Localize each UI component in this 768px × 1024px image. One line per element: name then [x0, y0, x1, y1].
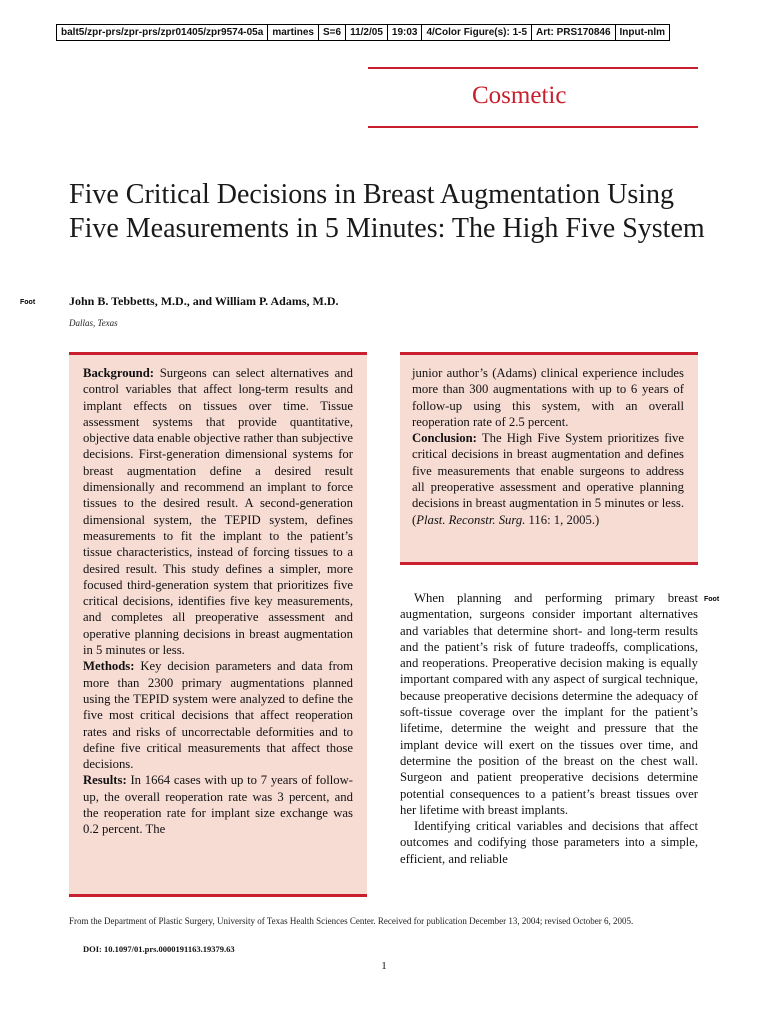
body-paragraph: Identifying critical variables and decisions that affect outcomes and codifying those parameters into a simple, efficient, and reliable	[400, 819, 698, 866]
citation-journal: Plast. Reconstr. Surg.	[416, 512, 526, 527]
header-cell: 4/Color Figure(s): 1-5	[422, 25, 532, 40]
article-title: Five Critical Decisions in Breast Augmentation Using Five Measurements in 5 Minutes: The High Five System	[69, 179, 705, 244]
results-label: Results:	[83, 773, 127, 788]
authors: John B. Tebbetts, M.D., and William P. Adams, M.D.	[69, 294, 339, 308]
header-cell: 19:03	[388, 25, 423, 40]
header-cell: Art: PRS170846	[532, 25, 615, 40]
production-header-strip	[56, 24, 670, 41]
section-rule-top	[368, 67, 698, 69]
citation-rest: 116: 1, 2005.)	[528, 512, 600, 527]
body-column	[400, 590, 698, 867]
methods-text: Key decision parameters and data from more than 2300 primary augmentations planned using the TEPID system were analyzed to define the five most critical decisions that affect reoperation rates and risks of uncorrectable deformities and to define five critical measurements that affect those decisions.	[83, 659, 354, 772]
header-cell: 11/2/05	[346, 25, 388, 40]
conclusion-label: Conclusion:	[412, 431, 477, 446]
page-number: 1	[381, 960, 387, 972]
margin-note-right: Foot	[704, 596, 720, 603]
affiliation: Dallas, Texas	[69, 318, 118, 328]
header-cell: martines	[268, 25, 319, 40]
margin-note-left: Foot	[20, 299, 36, 306]
results-text: In 1664 cases with up to 7 years of follow-up, the overall reoperation rate was 3 percent, and the reoperation rate for implant size exchange was 0.2 percent. The	[83, 773, 354, 837]
background-text: Surgeons can select alternatives and control variables that affect long-term results and implant effects on tissues over time. Tissue assessment systems that provide quantitative, objective data enable objective rather than subjective decisions. First-generation dimensional systems for breast augmentation define a desired result dimensionally and recommend an implant to force tissues to the desired result. A second-generation dimensional system, the TEPID system, defines measurements to fit the implant to the patient’s tissue characteristics, instead of forcing tissues to a desired result. This study defines a simpler, more focused third-generation system that prioritizes five critical decisions, identifies five key measurements, and completes all preoperative assessment and operative planning decisions in breast augmentation in 5 minutes or less.	[83, 366, 353, 658]
header-cell: Input-nlm	[619, 27, 666, 38]
conclusion-text: The High Five System prioritizes five critical decisions in breast augmentation and defines five measurements that enable surgeons to address all preoperative assessment and operative planning decisions in breast augmentation in 5 minutes or less.	[412, 431, 684, 511]
section-label: Cosmetic	[472, 82, 567, 109]
abstract-box-left	[69, 352, 367, 897]
results-text-continued: junior author’s (Adams) clinical experience includes more than 300 augmentations with up to 6 years of follow-up using this system, with an overall reoperation rate of 2.5 percent.	[412, 366, 684, 429]
background-label: Background:	[83, 366, 154, 380]
abstract-text-right: junior author’s (Adams) clinical experience includes more than 300 augmentations with up to 6 years of follow-up using this system, with an overall reoperation rate of 2.5 percent. Conclusion: The High Five System prioritizes five critical decisions in breast augmentation and defines five measurements that enable surgeons to address all preoperative assessment and operative planning decisions in breast augmentation in 5 minutes or less. (Plast. Reconstr. Surg. 116: 1, 2005.)	[412, 366, 684, 527]
section-rule-bottom	[368, 126, 698, 128]
methods-label: Methods:	[83, 659, 135, 674]
abstract-box-right	[400, 352, 698, 565]
body-paragraph: When planning and performing primary breast augmentation, surgeons consider important alternatives and variables that determine short- and long-term results and the patient’s risk of future tradeoffs, complications, and reoperations. Preoperative decision making is equally important compared with any aspect of surgical technique, because preoperative decisions determine the adequacy of soft-tissue coverage over the implant for the patient’s lifetime, determine the weight and pressure that the implant device will exert on the tissues over time, and determine the position of the breast on the chest wall. Surgeon and patient preoperative decisions determine potential consequences to a patient’s breast tissues over her lifetime with breast implants.	[400, 591, 698, 817]
header-cell: S=6	[319, 25, 346, 40]
header-cell: balt5/zpr-prs/zpr-prs/zpr01405/zpr9574-05a	[57, 25, 268, 40]
doi: DOI: 10.1097/01.prs.0000191163.19379.63	[83, 944, 235, 954]
abstract-text-left	[83, 365, 353, 838]
affiliation-footnote: From the Department of Plastic Surgery, University of Texas Health Sciences Center. Received for publication December 13, 2004; revised October 6, 2005.	[69, 916, 634, 926]
